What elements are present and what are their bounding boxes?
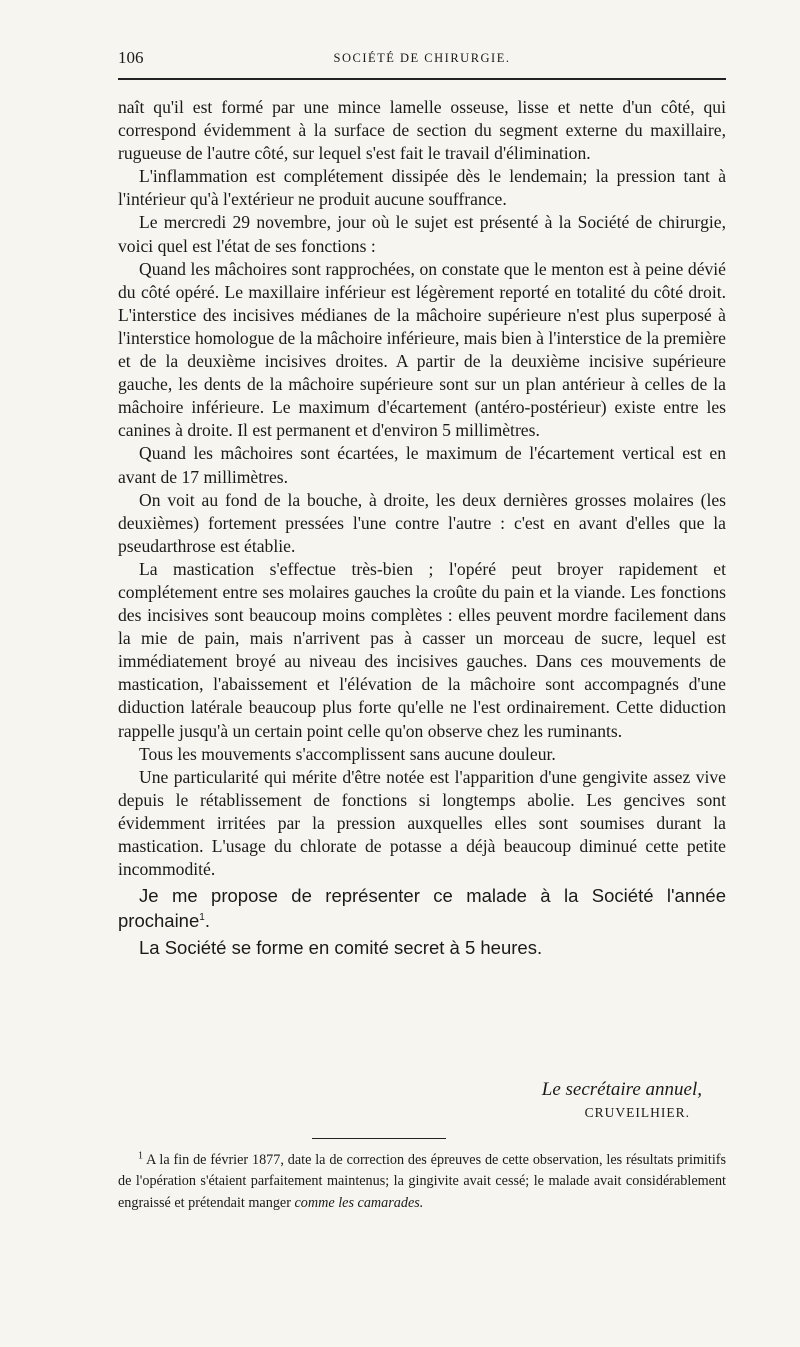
- footnote-marker: 1: [138, 1150, 143, 1162]
- footnote-emphasis: comme les camarades.: [294, 1194, 424, 1211]
- paragraph: La mastication s'effectue très-bien ; l'opéré peut broyer rapidement et complétement entre ses molaires gauches la croûte du pain et la viande. Les fonctions des incisives sont beaucoup moins complètes : elles peuvent mordre facilement dans la mie de pain, mais n'arrivent pas à casser un morceau de sucre, lequel est immédiatement broyé au niveau des incisives gauches. Dans ces mouvements de mastication, l'abaissement et l'élévation de la mâchoire sont accompagnés d'une diduction latérale beaucoup plus forte qu'elle ne l'est ordinairement. Cette diduction rappelle jusqu'à un certain point celle qu'on observe chez les ruminants.: [118, 558, 726, 741]
- page-header: [118, 48, 726, 80]
- running-head: SOCIÉTÉ DE CHIRURGIE.: [333, 51, 511, 65]
- signature-name: CRUVEILHIER.: [584, 1105, 690, 1120]
- footnote-divider: [312, 1138, 446, 1139]
- signature-block: [542, 1078, 702, 1124]
- closing-remark: [118, 883, 726, 933]
- paragraph: Le mercredi 29 novembre, jour où le sujet est présenté à la Société de chirurgie, voici quel est l'état de ses fonctions :: [118, 212, 726, 256]
- paragraph: Tous les mouvements s'accomplissent sans aucune douleur.: [139, 743, 556, 764]
- footnote: [118, 1150, 726, 1214]
- paragraph-continuation: naît qu'il est formé par une mince lamelle osseuse, lisse et nette d'un côté, qui correspond évidemment à la surface de section du segment externe du maxillaire, rugueuse de l'autre côté, sur lequel s'est fait le travail d'élimination.: [118, 97, 726, 164]
- closing-remark-end: .: [204, 910, 210, 932]
- page-number: 106: [118, 48, 144, 67]
- footnote-text: A la fin de février 1877, date la de correction des épreuves de cette observation, les résultats primitifs de l'opération s'étaient parfaitement maintenus; la gingivite avait cessé; le malade avait considérablement engraissé et prétendait manger: [118, 1152, 727, 1211]
- paragraph: L'inflammation est complétement dissipée dès le lendemain; la pression tant à l'intérieur qu'à l'extérieur ne produit aucune souffrance.: [118, 166, 726, 210]
- session-end: La Société se forme en comité secret à 5 heures.: [139, 937, 543, 959]
- paragraph: Quand les mâchoires sont rapprochées, on constate que le menton est à peine dévié du côté opéré. Le maxillaire inférieur est légèrement reporté en totalité du côté droit. L'interstice des incisives médianes de la mâchoire supérieure n'est plus superposé à l'interstice homologue de la mâchoire inférieure, mais bien à l'interstice de la première et de la deuxième incisives droites. A partir de la deuxième incisive supérieure gauche, les dents de la mâchoire supérieure sont sur un plan antérieur à celles de la mâchoire inférieure. Le maximum d'écartement (antéro-postérieur) existe entre les canines à droite. Il est permanent et d'environ 5 millimètres.: [118, 258, 726, 441]
- footnote-reference[interactable]: 1: [199, 912, 205, 924]
- paragraph: On voit au fond de la bouche, à droite, les deux dernières grosses molaires (les deuxièmes) fortement pressées l'une contre l'autre : c'est en avant d'elles que la pseudarthrose est établie.: [118, 489, 726, 556]
- paragraph: Quand les mâchoires sont écartées, le maximum de l'écartement vertical est en avant de 17 millimètres.: [118, 443, 726, 487]
- closing-remark-text: Je me propose de représenter ce malade à la Société l'année prochaine: [118, 885, 726, 932]
- paragraph: Une particularité qui mérite d'être notée est l'apparition d'une gengivite assez vive depuis le rétablissement de fonctions si longtemps abolie. Les gencives sont évidemment irritées par la pression auxquelles elles sont soumises durant la mastication. L'usage du chlorate de potasse a déjà beaucoup diminué cette petite incommodité.: [118, 766, 726, 880]
- main-text: [118, 96, 726, 960]
- signature-title: Le secrétaire annuel,: [541, 1079, 702, 1100]
